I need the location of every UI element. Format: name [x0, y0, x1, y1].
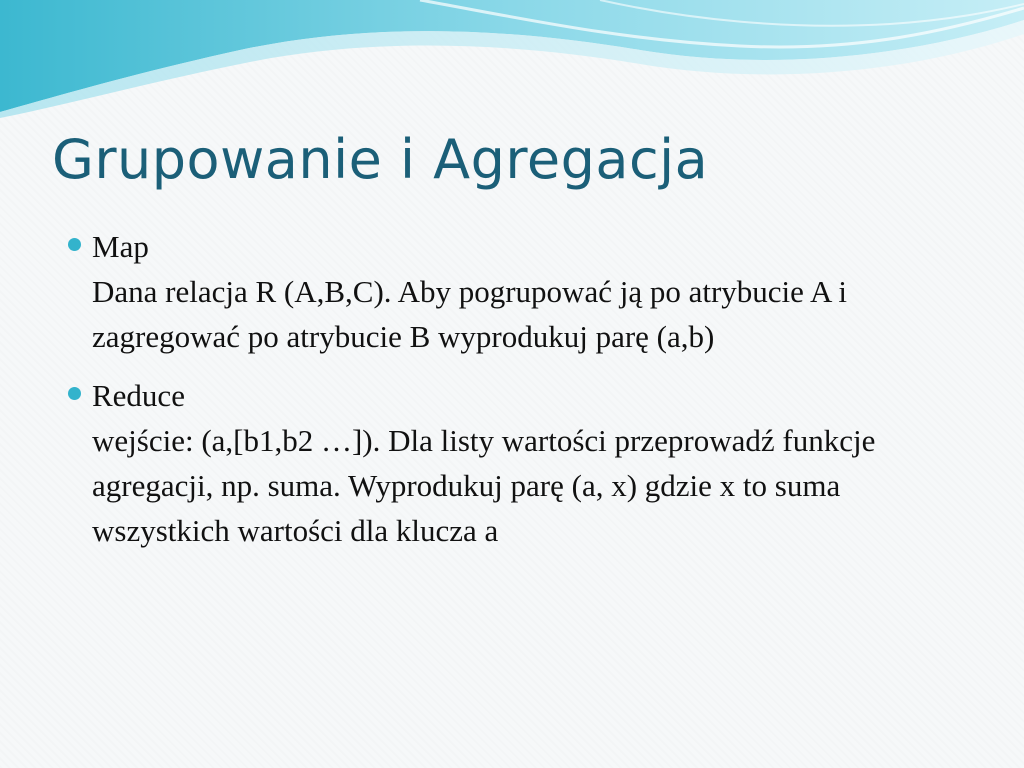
bullet-item-map [62, 224, 962, 359]
bullet-heading: Reduce [92, 378, 185, 413]
header-wave-decoration [0, 0, 1024, 120]
bullet-item-reduce [62, 373, 962, 553]
bullet-list [62, 224, 962, 567]
bullet-text: Dana relacja R (A,B,C). Aby pogrupować ją po atrybucie A i zagregować po atrybucie B wyprodukuj parę (a,b) [92, 274, 847, 354]
bullet-dot-icon [68, 387, 81, 400]
bullet-text: wejście: (a,[b1,b2 …]). Dla listy wartości przeprowadź funkcje agregacji, np. suma. Wyprodukuj parę (a, x) gdzie x to suma wszystkich wartości dla klucza a [92, 423, 876, 548]
slide-title: Grupowanie i Agregacja [52, 128, 709, 191]
bullet-heading: Map [92, 229, 149, 264]
bullet-dot-icon [68, 238, 81, 251]
